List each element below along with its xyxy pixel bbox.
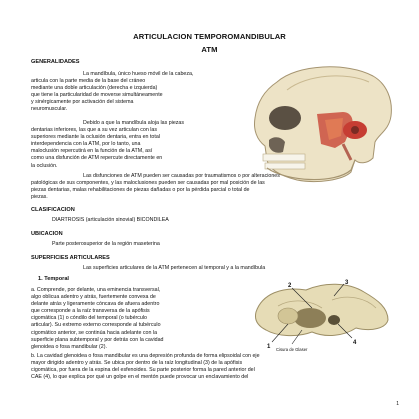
- text-line: piezas.: [31, 194, 48, 201]
- text-line: dentarias inferiores, las que a su vez articulan con las: [31, 127, 158, 134]
- heading-generalidades: GENERALIDADES: [31, 59, 80, 65]
- page-title: ARTICULACION TEMPOROMANDIBULAR: [133, 32, 286, 41]
- text-line: mayor dirigido adentro y atrás. Se ubica por dentro de la raíz longitudinal (3) de la apófisis: [31, 360, 243, 367]
- text-line: patológicas de sus componentes, y las maloclusiones pueden ser causadas por mal posición de las: [31, 180, 265, 187]
- text-line: superiores mediante la oclusión dentaria, entra en total: [31, 134, 160, 141]
- paragraph-temporal: [31, 287, 249, 351]
- paragraph-generalidades-2: [31, 120, 246, 170]
- text-line: maloclusión repercutirá en la función de la ATM, así: [31, 148, 153, 155]
- text-line: a. Comprende, por delante, una eminencia transversal,: [31, 287, 161, 293]
- clasificacion-text: DIARTROSIS (articulación sinovial) BICONDILEA: [52, 217, 169, 223]
- paragraph-glenoid-cavity: [31, 353, 391, 381]
- skull-illustration: [247, 60, 395, 188]
- superficies-text: Las superficies articulares de la ATM pertenecen al temporal y a la mandíbula: [83, 265, 266, 271]
- item-temporal: 1. Temporal: [38, 276, 69, 282]
- text-line: La mandíbula, único hueso móvil de la cabeza,: [83, 71, 194, 77]
- text-line: interdependencia con la ATM, por lo tanto, una: [31, 141, 141, 148]
- temporal-bone-illustration: [252, 276, 392, 352]
- text-line: glenoidea o fosa mandibular (2).: [31, 343, 107, 350]
- text-line: b. La cavidad glenoidea o fosa mandibular es una depresión profunda de forma elipsoidal con eje: [31, 353, 260, 359]
- figure-label-4: 4: [353, 340, 357, 346]
- text-line: y sinérgicamente por activación del sistema: [31, 99, 134, 106]
- text-line: delante atrás y ligeramente cóncava de afuera adentro: [31, 301, 160, 308]
- figure-label-glaser: Cisura de Glaser: [276, 347, 308, 352]
- page-number: 1: [396, 401, 399, 407]
- text-line: la oclusión.: [31, 162, 58, 169]
- heading-ubicacion: UBICACION: [31, 231, 63, 237]
- text-line: Debido a que la mandíbula aloja las piezas: [83, 120, 185, 126]
- text-line: articula con la parte media de la base del cráneo: [31, 78, 146, 85]
- text-line: cigomática (1) o cóndilo del temporal (o tubérculo: [31, 315, 148, 322]
- text-line: articular). Su extremo externo corresponde al tubérculo: [31, 322, 161, 329]
- text-line: mediante una doble articulación (derecha e izquierda): [31, 85, 158, 92]
- ubicacion-text: Parte posterosuperior de la región maseterina: [52, 241, 160, 247]
- text-line: CAE (4), lo que explica por qué un golpe en el mentón puede provocar un enclavamiento del: [31, 374, 249, 381]
- paragraph-generalidades-3: [31, 173, 391, 201]
- figure-label-1: 1: [267, 344, 271, 350]
- text-line: que tiene la particularidad de moverse simultáneamente: [31, 92, 163, 99]
- text-line: algo oblicua adentro y atrás, fuertemente convexa de: [31, 294, 156, 301]
- page-subtitle: ATM: [201, 45, 218, 54]
- text-line: cigomática, por fuera de la espina del esfenoides. Su parte posterior forma la pared anterior del: [31, 367, 255, 374]
- paragraph-generalidades-1: [31, 71, 246, 114]
- text-line: piezas dentarias, malas rehabilitaciones de piezas dañadas o por la pérdida parcial o total de: [31, 187, 250, 194]
- text-line: que corresponde a la raíz transversa de la apófisis: [31, 308, 150, 315]
- figure-label-2: 2: [288, 283, 292, 289]
- text-line: como una disfunción de ATM repercute directamente en: [31, 155, 163, 162]
- text-line: cigomático anterior, se continúa hacia adelante con la: [31, 329, 158, 336]
- heading-clasificacion: CLASIFICACION: [31, 207, 75, 213]
- text-line: neuromuscular.: [31, 106, 68, 113]
- heading-superficies: SUPERFICIES ARTICULARES: [31, 255, 110, 261]
- text-line: Las disfunciones de ATM pueden ser causadas por traumatismos o por alteraciones: [83, 173, 280, 179]
- text-line: superficie plana subtemporal y por detrás con la cavidad: [31, 336, 164, 343]
- figure-label-3: 3: [345, 280, 349, 286]
